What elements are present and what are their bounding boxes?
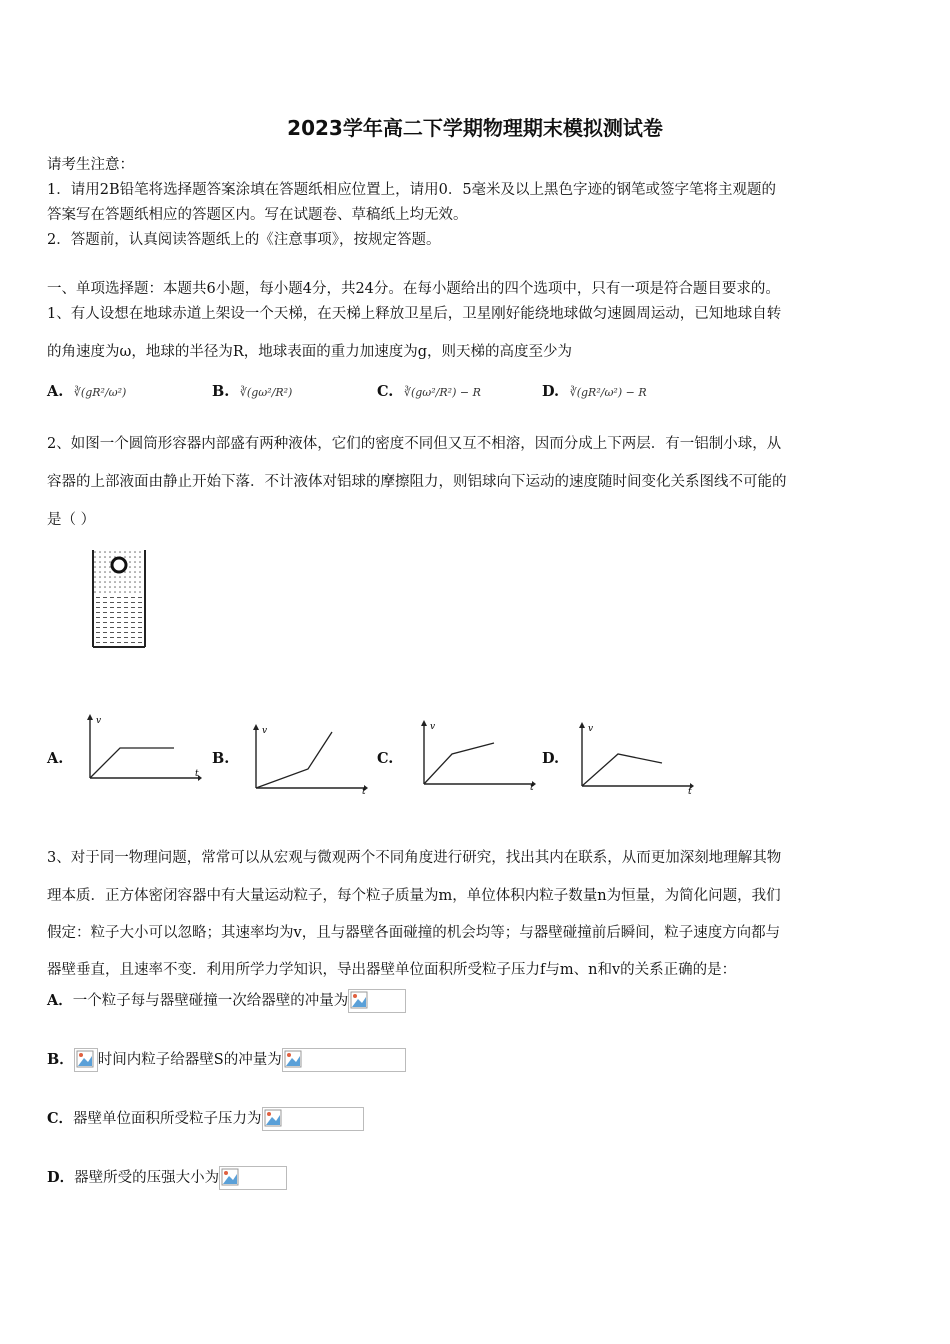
broken-image-icon [74, 1048, 98, 1072]
q2-option-d-label[interactable]: D. [542, 750, 560, 767]
q3-option-a[interactable]: A．一个粒子每与器壁碰撞一次给器壁的冲量为 [47, 989, 406, 1013]
broken-image-icon [282, 1048, 406, 1072]
q2-line-2: 容器的上部液面由静止开始下落．不计液体对铝球的摩擦阻力，则铝球向下运动的速度随时间变化关系图线不可能的 [47, 474, 787, 490]
q2-line-3: 是（ ） [47, 512, 96, 528]
q1-option-d-formula: ∛(gR²/ω²) − R [569, 386, 647, 399]
q1-option-a-formula: ∛(gR²/ω²) [73, 386, 127, 399]
q3-option-c[interactable]: C．器壁单位面积所受粒子压力为 [47, 1107, 364, 1131]
notice-item-1b: 答案写在答题纸相应的答题区内。写在试题卷、草稿纸上均无效。 [47, 207, 468, 223]
axis-t: t [362, 787, 366, 794]
section-1-heading: 一、单项选择题：本题共6小题，每小题4分，共24分。在每小题给出的四个选项中，只有一项是符合题目要求的。 [47, 281, 780, 297]
v-t-curve-d [582, 754, 662, 786]
axis-v: v [430, 722, 436, 732]
q2-line-1: 2、如图一个圆筒形容器内部盛有两种液体，它们的密度不同但又互不相溶，因而分成上下两层．有一铝制小球，从 [47, 436, 782, 452]
q1-line-2: 的角速度为ω，地球的半径为R，地球表面的重力加速度为g，则天梯的高度至少为 [47, 344, 573, 360]
q2-option-c-label[interactable]: C. [377, 750, 394, 767]
q3-line-1: 3、对于同一物理问题，常常可以从宏观与微观两个不同角度进行研究，找出其内在联系，从而更加深刻地理解其物 [47, 850, 782, 866]
broken-image-icon [348, 989, 406, 1013]
q1-option-a[interactable]: A. ∛(gR²/ω²) [47, 383, 127, 400]
notice-item-1a: 1．请用2B铅笔将选择题答案涂填在答题纸相应位置上，请用0．5毫米及以上黑色字迹的钢笔或签字笔将主观题的 [47, 182, 777, 198]
q2-graph-b [248, 722, 372, 794]
axis-v: v [96, 716, 102, 726]
q3-option-d[interactable]: D．器壁所受的压强大小为 [47, 1166, 287, 1190]
notice-heading: 请考生注意： [47, 157, 134, 173]
q3-line-2: 理本质．正方体密闭容器中有大量运动粒子，每个粒子质量为m，单位体积内粒子数量n为恒量，为简化问题，我们 [47, 888, 781, 904]
v-t-curve-c [424, 743, 494, 784]
axis-t: t [195, 769, 199, 779]
broken-image-icon [262, 1107, 364, 1131]
axis-v: v [588, 724, 594, 734]
aluminum-ball [112, 558, 126, 572]
q1-option-b[interactable]: B. ∛(gω²/R²) [212, 383, 293, 400]
q2-graph-a [82, 712, 202, 784]
q2-option-a-label[interactable]: A. [47, 750, 64, 767]
q1-line-1: 1、有人设想在地球赤道上架设一个天梯，在天梯上释放卫星后，卫星刚好能绕地球做匀速圆周运动，已知地球自转 [47, 306, 782, 322]
q3-line-3: 假定：粒子大小可以忽略；其速率均为v，且与器壁各面碰撞的机会均等；与器壁碰撞前后瞬间，粒子速度方向都与 [47, 925, 781, 941]
notice-item-2: 2．答题前，认真阅读答题纸上的《注意事项》，按规定答题。 [47, 232, 441, 248]
axis-t: t [530, 783, 534, 790]
q3-line-4: 器壁垂直，且速率不变．利用所学力学知识，导出器壁单位面积所受粒子压力f与m、n和v的关系正确的是： [47, 962, 737, 978]
q1-option-c-formula: ∛(gω²/R²) − R [403, 386, 481, 399]
broken-image-icon [219, 1166, 287, 1190]
q2-graph-d [574, 720, 698, 796]
q1-option-c[interactable]: C. ∛(gω²/R²) − R [377, 383, 481, 400]
q2-option-b-label[interactable]: B. [212, 750, 230, 767]
axis-t: t [688, 787, 692, 796]
v-t-curve-b [256, 732, 332, 788]
v-t-curve-a [90, 748, 174, 778]
q2-graph-c [416, 718, 540, 790]
container-figure [88, 545, 150, 653]
q3-option-b[interactable]: B． 时间内粒子给器壁S的冲量为 [47, 1048, 406, 1072]
page-title: 2023学年高二下学期物理期末模拟测试卷 [287, 116, 663, 140]
axis-v: v [262, 726, 268, 736]
lower-liquid [93, 595, 145, 647]
q1-option-b-formula: ∛(gω²/R²) [239, 386, 293, 399]
q1-option-d[interactable]: D. ∛(gR²/ω²) − R [542, 383, 647, 400]
